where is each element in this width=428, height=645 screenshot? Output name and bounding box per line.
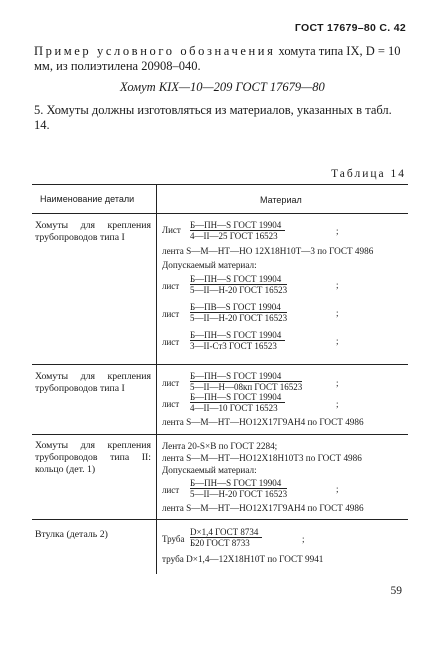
material-prefix: Труба [162,534,185,544]
material-fraction [190,274,287,295]
material-line: Лента 20-S×B по ГОСТ 2284; [162,441,278,451]
material-prefix: лист [162,309,180,319]
fraction-denominator: 5—II—Н—08кп ГОСТ 16523 [190,382,303,392]
fraction-denominator: 4—II—10 ГОСТ 16523 [190,403,278,413]
table-column-divider [156,184,157,574]
material-fraction [190,220,285,241]
example-rest: хомута типа IX, D = 10 мм, из полиэтилена 20908–040. [34,44,401,73]
example-lead: Пример условного обозначения [34,44,276,58]
material-line: лента S—М—НТ—НО 12Х18Н10Т—3 по ГОСТ 4986 [162,246,374,256]
material-prefix: лист [162,485,180,495]
part-name: Хомуты для крепления трубопроводов типа I [35,371,151,394]
material-separator: ; [336,308,339,318]
material-line: лента S—М—НТ—НО12Х18Н10Т3 по ГОСТ 4986 [162,453,362,463]
page-number: 59 [390,585,402,597]
material-prefix: Лист [162,225,181,235]
table-row-rule [32,519,408,520]
fraction-denominator: Б20 ГОСТ 8733 [190,538,250,548]
fraction-numerator: Б—ПВ—S ГОСТ 19904 [190,302,287,313]
material-fraction [190,371,302,392]
material-line: лента S—М—НТ—НО12Х17Г9АН4 по ГОСТ 4986 [162,503,364,513]
table-top-rule [32,184,408,185]
fraction-denominator: 5—II—Н-20 ГОСТ 16523 [190,285,288,295]
material-fraction [190,302,287,323]
table-row-rule [32,434,408,435]
fraction-numerator: Б—ПН—S ГОСТ 19904 [190,371,302,382]
page-header: ГОСТ 17679–80 С. 42 [294,22,406,34]
material-prefix: лист [162,337,180,347]
material-fraction [190,527,262,548]
fraction-numerator: Б—ПН—S ГОСТ 19904 [190,220,285,231]
material-line: Допускаемый материал: [162,260,257,270]
fraction-denominator: 3—II-Ст3 ГОСТ 16523 [190,341,277,351]
fraction-numerator: Б—ПН—S ГОСТ 19904 [190,392,285,403]
material-fraction [190,392,285,413]
material-prefix: лист [162,281,180,291]
fraction-numerator: Б—ПН—S ГОСТ 19904 [190,478,287,489]
part-name: Хомуты для крепления трубопроводов типа I [35,220,151,243]
material-fraction [190,478,287,499]
fraction-numerator: Б—ПН—S ГОСТ 19904 [190,274,287,285]
part-name: Хомуты для крепления трубопроводов типа II: кольцо (дет. 1) [35,440,151,475]
material-separator: ; [336,226,339,236]
table-row-rule [32,364,408,365]
fraction-numerator: Б—ПН—S ГОСТ 19904 [190,330,285,341]
table-caption: Таблица 14 [331,168,406,180]
designation-formula: Хомут КIX—10—209 ГОСТ 17679—80 [120,80,325,94]
material-line: Допускаемый материал: [162,465,257,475]
example-paragraph [34,44,406,74]
materials-paragraph: 5. Хомуты должны изготовляться из материалов, указанных в табл. 14. [34,103,392,132]
material-separator: ; [336,399,339,409]
material-separator: ; [336,484,339,494]
fraction-denominator: 4—II—25 ГОСТ 16523 [190,231,278,241]
material-separator: ; [336,378,339,388]
material-line: труба D×1,4—12Х18Н10Т по ГОСТ 9941 [162,554,324,564]
table-header-rule [32,213,408,214]
materials-table [32,184,408,574]
material-separator: ; [336,280,339,290]
fraction-denominator: 5—II—Н-20 ГОСТ 16523 [190,489,288,499]
material-separator: ; [302,534,305,544]
column-header-material: Материал [260,195,302,205]
material-prefix: лист [162,378,180,388]
fraction-denominator: 5—II—Н-20 ГОСТ 16523 [190,313,288,323]
column-header-part: Наименование детали [40,194,135,204]
fraction-numerator: D×1,4 ГОСТ 8734 [190,527,262,538]
material-fraction [190,330,285,351]
material-separator: ; [336,336,339,346]
material-line: лента S—М—НТ—НО12Х17Г9АН4 по ГОСТ 4986 [162,417,364,427]
part-name: Втулка (деталь 2) [35,529,108,540]
material-prefix: лист [162,399,180,409]
